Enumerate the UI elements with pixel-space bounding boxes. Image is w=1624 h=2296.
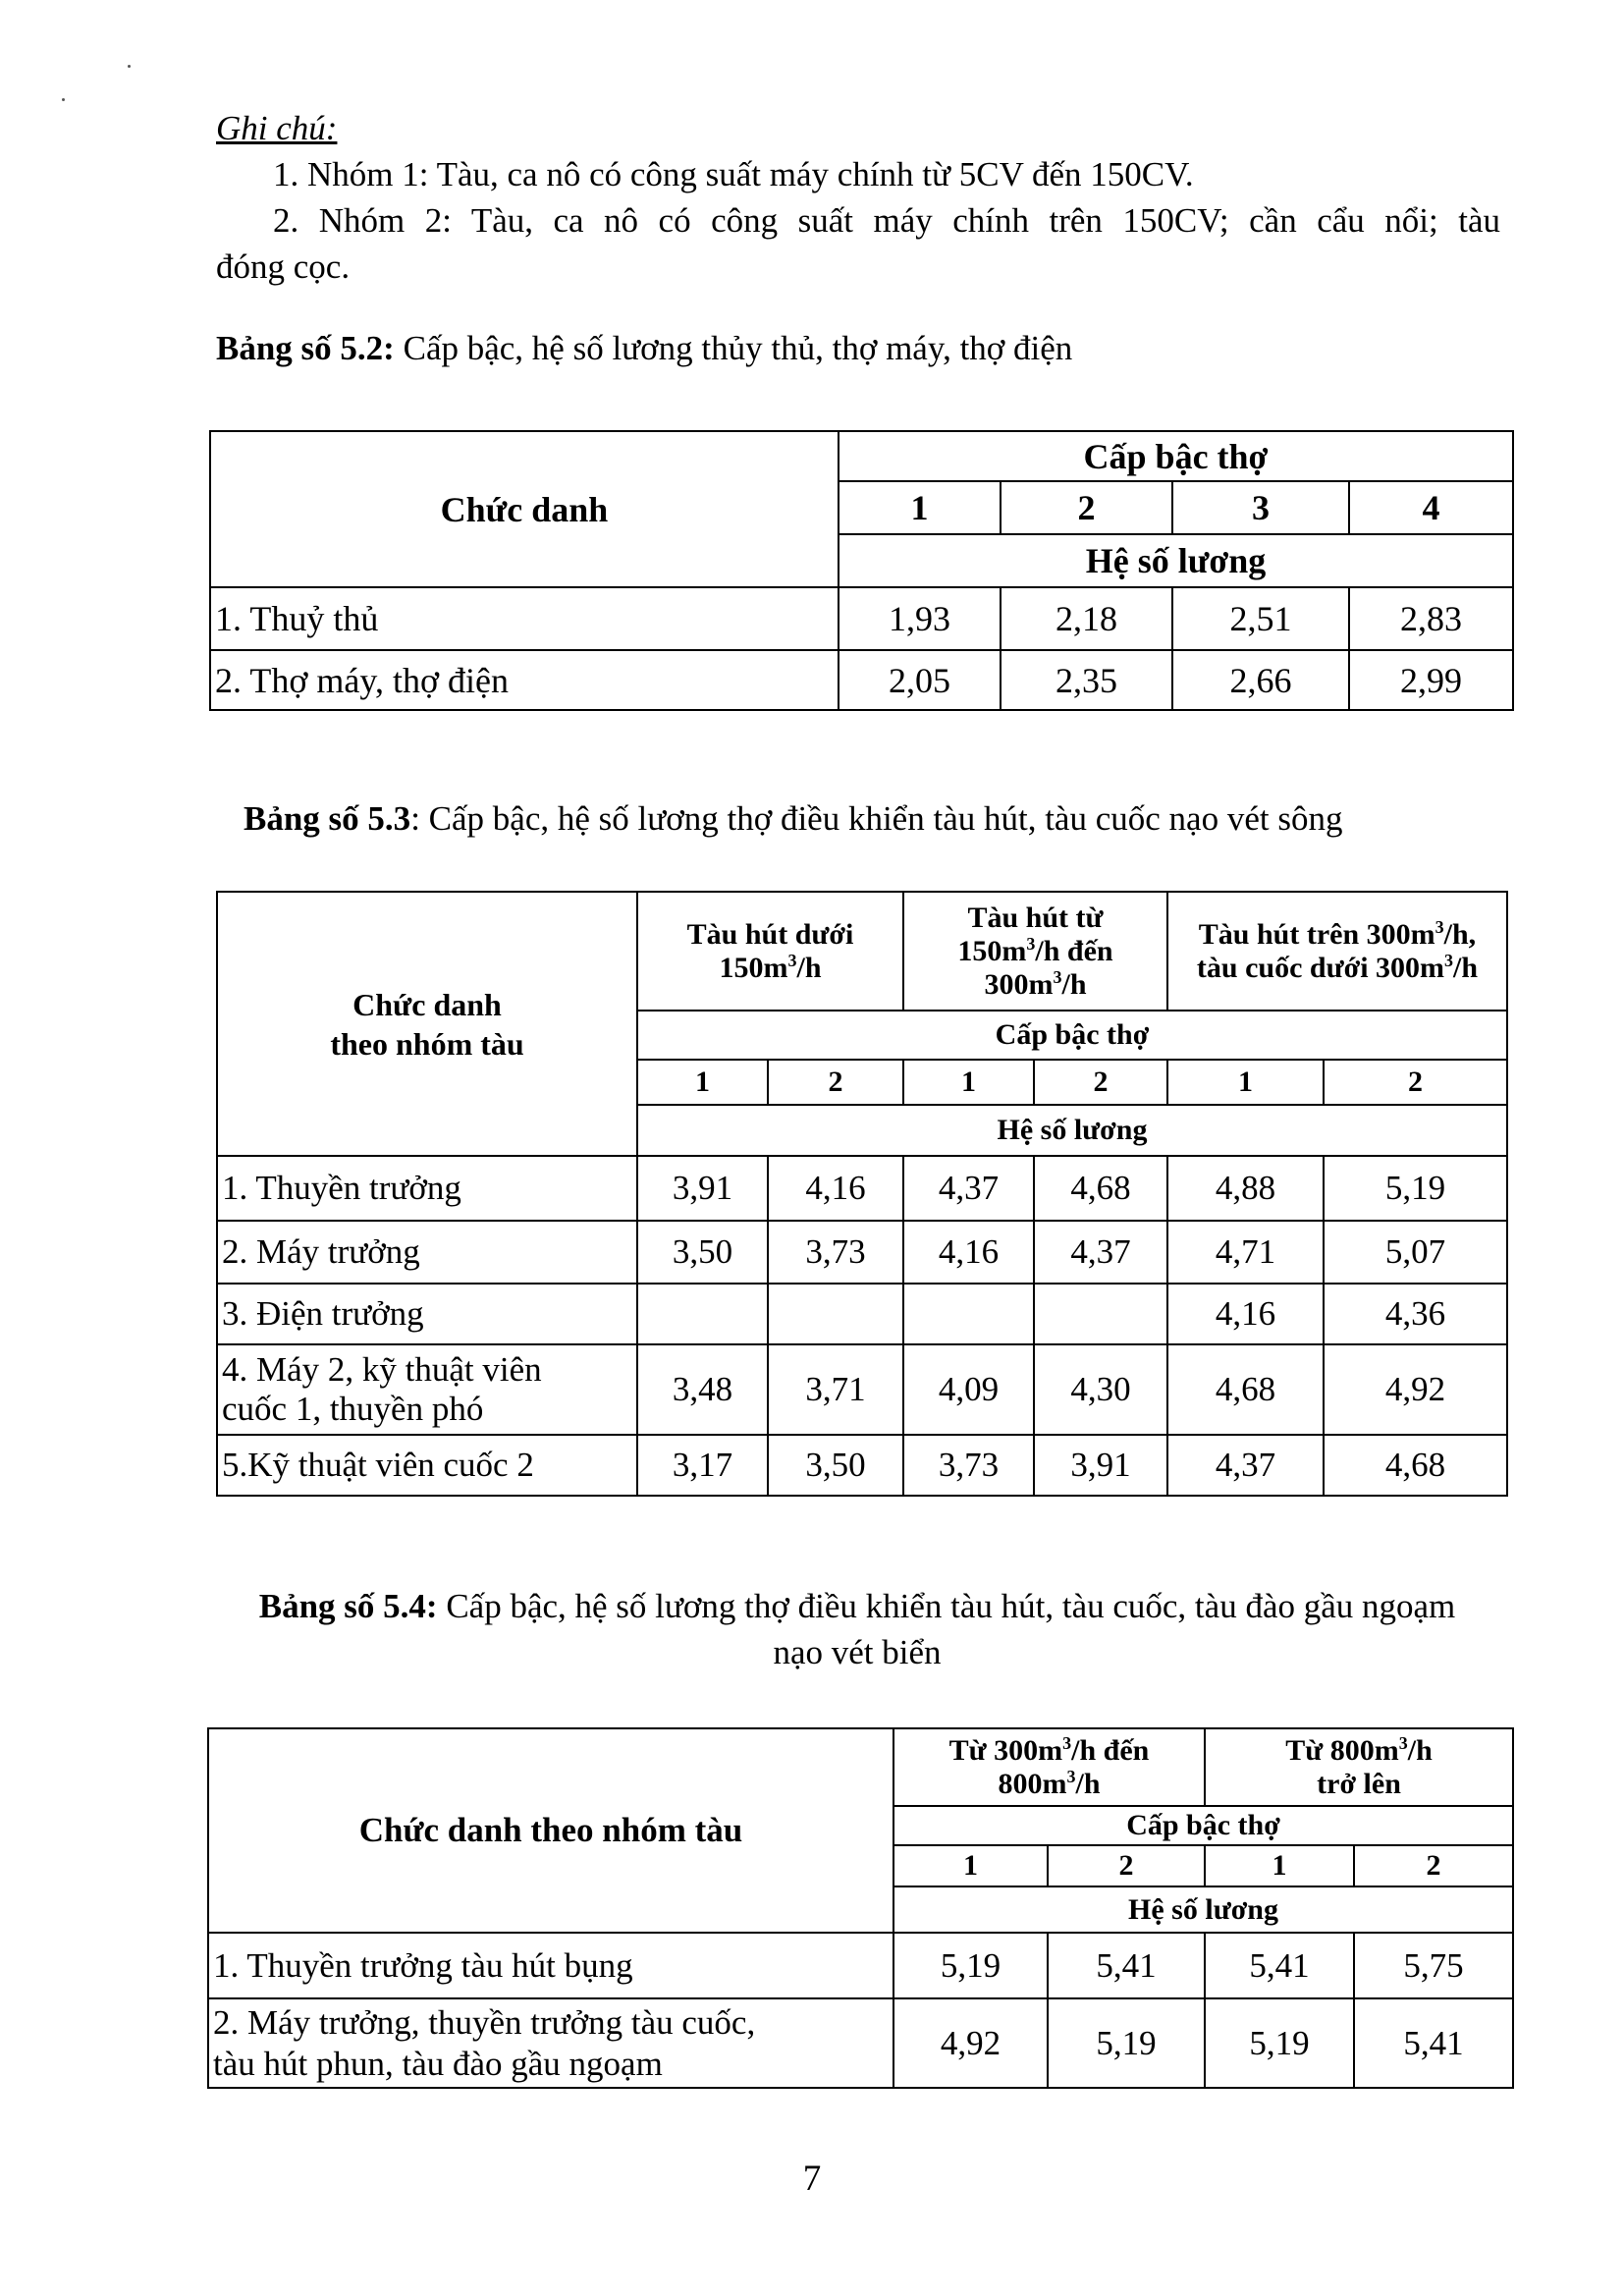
table-row: [217, 1344, 1507, 1435]
value-cell: 4,37: [1167, 1435, 1324, 1496]
row-label-line-1: 2. Máy trưởng, thuyền trưởng tàu cuốc,: [213, 2002, 756, 2042]
unit-text: /h: [796, 951, 822, 984]
grade-cell: 2: [1048, 1845, 1205, 1886]
row-label: 3. Điện trưởng: [217, 1284, 637, 1344]
coef-header: Hệ số lương: [839, 534, 1513, 587]
value-cell: 4,16: [1167, 1284, 1324, 1344]
value-cell: 4,30: [1034, 1344, 1167, 1435]
value-cell: 4,68: [1167, 1344, 1324, 1435]
group-line: [1210, 1734, 1508, 1768]
unit-text: 150m: [957, 934, 1027, 967]
grade-cell: 2: [1001, 481, 1172, 534]
caption-label: Bảng số 5.3: [244, 799, 411, 838]
value-cell: 3,48: [637, 1344, 768, 1435]
value-cell: 3,71: [768, 1344, 903, 1435]
caption-text: : Cấp bậc, hệ số lương thợ điều khiển tàu hút, tàu cuốc nạo vét sông: [410, 799, 1343, 838]
notes-heading: Ghi chú:: [216, 109, 338, 147]
table-row: [208, 1933, 1513, 1998]
group-header: [637, 892, 903, 1011]
group-line: [908, 968, 1163, 1002]
grade-cell: 1: [637, 1060, 768, 1105]
value-cell: 5,19: [1324, 1156, 1507, 1221]
value-cell: 2,99: [1349, 650, 1513, 710]
col-title-line-2: theo nhóm tàu: [330, 1025, 524, 1062]
caption-text: Cấp bậc, hệ số lương thợ điều khiển tàu hút, tàu cuốc, tàu đào gầu ngoạm nạo vét biển: [437, 1587, 1456, 1671]
unit-sup: 3: [1026, 933, 1036, 954]
table-5-3-caption: [244, 795, 1342, 842]
unit-text: /h: [1061, 967, 1087, 1001]
value-cell: 5,41: [1354, 1998, 1513, 2088]
value-cell: 2,18: [1001, 587, 1172, 650]
unit-text: /h đến: [1035, 934, 1113, 967]
table-row: [210, 650, 1513, 710]
group-line: [642, 952, 898, 985]
value-cell: 4,88: [1167, 1156, 1324, 1221]
value-cell: 4,37: [903, 1156, 1034, 1221]
value-cell: 5,75: [1354, 1933, 1513, 1998]
table-row: [210, 587, 1513, 650]
grade-cell: 2: [1354, 1845, 1513, 1886]
value-cell: 3,73: [768, 1221, 903, 1284]
group-header: [1205, 1728, 1513, 1806]
note-item-1: 1. Nhóm 1: Tàu, ca nô có công suất máy chính từ 5CV đến 150CV.: [273, 155, 1194, 193]
note-item-2-line-2: đóng cọc.: [216, 247, 351, 286]
table-5-2: [209, 430, 1514, 711]
coef-header: Hệ số lương: [637, 1105, 1507, 1156]
grade-header: Cấp bậc thợ: [637, 1011, 1507, 1060]
group-line: Tàu hút từ: [967, 901, 1104, 934]
group-line: Tàu hút dưới: [686, 917, 854, 951]
grade-cell: 3: [1172, 481, 1349, 534]
caption-label: Bảng số 5.4:: [258, 1587, 438, 1625]
value-cell: 2,66: [1172, 650, 1349, 710]
unit-sup: 3: [1066, 1766, 1076, 1786]
grade-cell: 4: [1349, 481, 1513, 534]
value-cell: 5,41: [1048, 1933, 1205, 1998]
table-5-3: [216, 891, 1508, 1497]
value-cell: 2,83: [1349, 587, 1513, 650]
row-label: 2. Máy trưởng: [217, 1221, 637, 1284]
row-label: [208, 1998, 893, 2088]
value-cell: 5,19: [1205, 1998, 1354, 2088]
unit-text: /h: [1407, 1733, 1433, 1767]
table-5-2-caption: [216, 325, 1072, 371]
caption-label: Bảng số 5.2:: [216, 329, 395, 367]
row-label-line-2: tàu hút phun, tàu đào gầu ngoạm: [213, 2044, 663, 2083]
value-cell: 1,93: [839, 587, 1001, 650]
group-line: [908, 935, 1163, 968]
row-label-line-2: cuốc 1, thuyền phó: [222, 1390, 484, 1428]
table-row: [217, 1284, 1507, 1344]
unit-sup: 3: [1062, 1732, 1072, 1753]
group-header: [1167, 892, 1507, 1011]
unit-text: /h,: [1443, 917, 1477, 951]
row-label: 1. Thuỷ thủ: [210, 587, 839, 650]
row-label: 5.Kỹ thuật viên cuốc 2: [217, 1435, 637, 1496]
note-item-2-line-1: 2. Nhóm 2: Tàu, ca nô có công suất máy chính trên 150CV; cần cẩu nổi; tàu: [273, 201, 1500, 240]
col-title: [217, 892, 637, 1156]
group-header: [893, 1728, 1205, 1806]
unit-text: 300m: [984, 967, 1054, 1001]
grade-cell: 2: [1034, 1060, 1167, 1105]
table-row: [217, 1435, 1507, 1496]
group-line: trở lên: [1317, 1767, 1401, 1800]
value-cell: 4,92: [893, 1998, 1048, 2088]
table-5-4: [207, 1727, 1514, 2089]
value-cell: [903, 1284, 1034, 1344]
unit-sup: 3: [787, 950, 797, 970]
table-row: [217, 1221, 1507, 1284]
value-cell: 3,91: [1034, 1435, 1167, 1496]
value-cell: 3,50: [637, 1221, 768, 1284]
row-label: 1. Thuyền trưởng: [217, 1156, 637, 1221]
row-label: 2. Thợ máy, thợ điện: [210, 650, 839, 710]
value-cell: 4,09: [903, 1344, 1034, 1435]
unit-sup: 3: [1435, 916, 1444, 937]
value-cell: 5,41: [1205, 1933, 1354, 1998]
scan-speck: [128, 65, 131, 68]
col-title: Chức danh theo nhóm tàu: [208, 1728, 893, 1933]
value-cell: 4,16: [768, 1156, 903, 1221]
group-line: [1172, 918, 1502, 952]
group-line: [1172, 952, 1502, 985]
value-cell: 3,91: [637, 1156, 768, 1221]
value-cell: 3,73: [903, 1435, 1034, 1496]
unit-sup: 3: [1444, 950, 1454, 970]
row-label: [217, 1344, 637, 1435]
scan-speck: [62, 98, 65, 101]
group-header: [903, 892, 1167, 1011]
col-title-line-1: Chức danh: [352, 986, 502, 1022]
value-cell: 5,19: [1048, 1998, 1205, 2088]
group-line: [898, 1734, 1200, 1768]
unit-text: /h: [1075, 1767, 1101, 1800]
unit-text: /h đến: [1071, 1733, 1150, 1767]
grade-cell: 1: [893, 1845, 1048, 1886]
table-row: [208, 1998, 1513, 2088]
unit-text: Từ 800m: [1285, 1733, 1399, 1767]
caption-text: Cấp bậc, hệ số lương thủy thủ, thợ máy, thợ điện: [394, 329, 1073, 367]
table-row: [217, 1156, 1507, 1221]
grade-cell: 2: [1324, 1060, 1507, 1105]
table-5-4-caption: [244, 1583, 1471, 1675]
grade-cell: 1: [903, 1060, 1034, 1105]
grade-cell: 1: [1167, 1060, 1324, 1105]
value-cell: 5,07: [1324, 1221, 1507, 1284]
unit-text: Tàu hút trên 300m: [1198, 917, 1435, 951]
grade-cell: 2: [768, 1060, 903, 1105]
grade-cell: 1: [839, 481, 1001, 534]
unit-text: Từ 300m: [948, 1733, 1063, 1767]
grade-header: Cấp bậc thợ: [893, 1806, 1513, 1845]
unit-sup: 3: [1398, 1732, 1408, 1753]
value-cell: 4,37: [1034, 1221, 1167, 1284]
row-label: 1. Thuyền trưởng tàu hút bụng: [208, 1933, 893, 1998]
unit-sup: 3: [1053, 966, 1062, 987]
value-cell: 4,71: [1167, 1221, 1324, 1284]
value-cell: 2,05: [839, 650, 1001, 710]
value-cell: [768, 1284, 903, 1344]
value-cell: [637, 1284, 768, 1344]
group-header: Cấp bậc thợ: [839, 431, 1513, 481]
value-cell: 4,68: [1034, 1156, 1167, 1221]
value-cell: 2,51: [1172, 587, 1349, 650]
page-number: 7: [802, 2159, 822, 2199]
row-label-line-1: 4. Máy 2, kỹ thuật viên: [222, 1350, 542, 1389]
unit-text: /h: [1453, 951, 1479, 984]
value-cell: 3,50: [768, 1435, 903, 1496]
value-cell: 4,68: [1324, 1435, 1507, 1496]
value-cell: 4,92: [1324, 1344, 1507, 1435]
unit-text: 150m: [719, 951, 788, 984]
unit-text: 800m: [998, 1767, 1067, 1800]
value-cell: 5,19: [893, 1933, 1048, 1998]
value-cell: [1034, 1284, 1167, 1344]
value-cell: 3,17: [637, 1435, 768, 1496]
value-cell: 4,36: [1324, 1284, 1507, 1344]
unit-text: tàu cuốc dưới 300m: [1196, 951, 1445, 984]
group-line: [898, 1768, 1200, 1801]
grade-cell: 1: [1205, 1845, 1354, 1886]
coef-header: Hệ số lương: [893, 1886, 1513, 1933]
value-cell: 4,16: [903, 1221, 1034, 1284]
value-cell: 2,35: [1001, 650, 1172, 710]
col-title: Chức danh: [210, 431, 839, 587]
